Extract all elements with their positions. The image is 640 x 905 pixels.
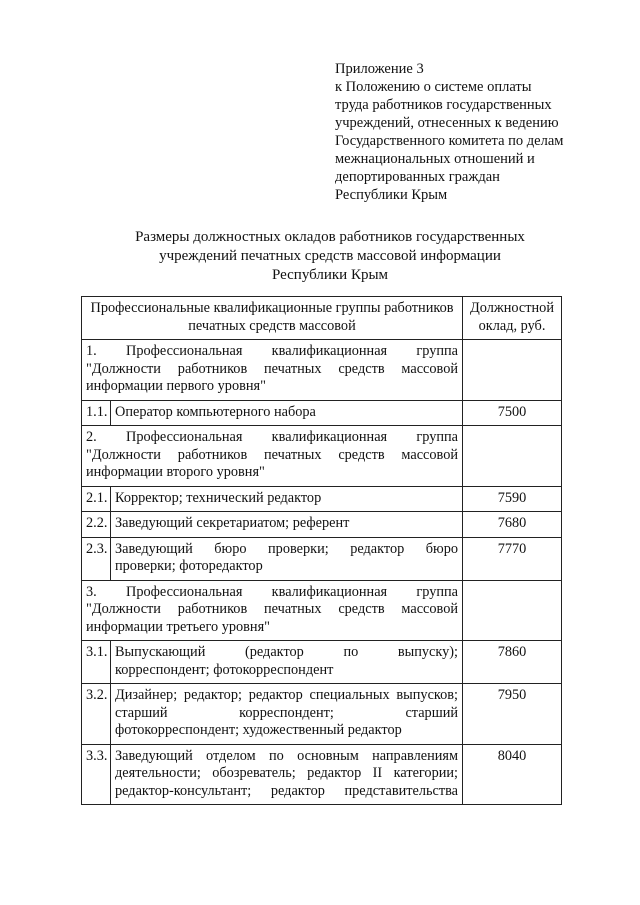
group-line: информации первого уровня" [86,378,266,394]
salary-value: 7590 [463,486,562,512]
appendix-line: межнациональных отношений и [335,151,535,167]
position-name [111,744,463,805]
appendix-line: Приложение 3 [335,61,424,77]
table-row [82,400,562,426]
appendix-line: учреждений, отнесенных к ведению [335,115,559,131]
position-name [111,400,463,426]
group-line: "Должности работников печатных средств массовой [86,601,459,617]
salary-value: 7680 [463,512,562,538]
position-line: деятельности; обозреватель; редактор II категории; [115,765,459,781]
position-line: Заведующий отделом по основным направлениям [115,747,459,764]
appendix-line: труда работников государственных [335,97,552,113]
title-line: Размеры должностных окладов работников государственных [135,229,525,245]
position-line: фотокорреспондент; художественный редактор [115,722,402,738]
appendix-line: депортированных граждан [335,169,500,185]
position-name [111,537,463,580]
group-line: информации третьего уровня" [86,618,270,635]
row-number: 2.1. [82,486,111,512]
position-line: Дизайнер; редактор; редактор специальных выпусков; [115,687,459,703]
title-line: Республики Крым [271,267,389,283]
position-line: редактор-консультант; редактор представительства [115,782,459,799]
table-header-row [82,297,562,340]
salary-value: 7770 [463,537,562,580]
document-title [60,228,600,285]
position-line: Заведующий секретариатом; референт [115,515,350,531]
group-line: 2. Профессиональная квалификационная группа [86,429,459,445]
salary-value: 7950 [463,684,562,745]
group-title [82,580,463,641]
position-line: Выпускающий (редактор по выпуску); [115,644,459,660]
group-line: информации второго уровня" [86,464,265,480]
group-title [82,340,463,401]
position-name [111,512,463,538]
row-number: 1.1. [82,400,111,426]
appendix-block [335,60,625,204]
salary-value: 7860 [463,641,562,684]
group-salary-empty [463,580,562,641]
row-number: 3.2. [82,684,111,745]
table-row [82,744,562,805]
table-row [82,537,562,580]
position-line: Оператор компьютерного набора [115,403,316,420]
title-line: учреждений печатных средств массовой информации [159,248,501,264]
appendix-line: к Положению о системе оплаты [335,79,532,95]
group-line: 1. Профессиональная квалификационная группа [86,343,459,359]
header-line: печатных средств массовой [188,317,356,334]
group-salary-empty [463,340,562,401]
group-row [82,580,562,641]
header-salary-column [463,297,562,340]
group-line: "Должности работников печатных средств массовой [86,360,459,377]
row-number: 2.2. [82,512,111,538]
group-salary-empty [463,426,562,487]
position-line: проверки; фоторедактор [115,558,263,574]
position-line: Заведующий бюро проверки; редактор бюро [115,540,459,557]
row-number: 3.1. [82,641,111,684]
salary-value: 7500 [463,400,562,426]
group-row [82,426,562,487]
salary-table [81,296,562,805]
table-row [82,641,562,684]
position-line: старший корреспондент; старший [115,704,459,721]
salary-value: 8040 [463,744,562,805]
header-line: оклад, руб. [478,317,546,334]
header-line: Должностной [470,300,554,316]
table-row [82,486,562,512]
appendix-line: Государственного комитета по делам [335,133,564,149]
position-line: корреспондент; фотокорреспондент [115,661,334,678]
position-name [111,641,463,684]
row-number: 2.3. [82,537,111,580]
appendix-line: Республики Крым [335,187,448,203]
header-line: Профессиональные квалификационные группы работников [90,300,454,316]
position-name [111,684,463,745]
position-line: Корректор; технический редактор [115,489,322,506]
row-number: 3.3. [82,744,111,805]
table-row [82,512,562,538]
position-name [111,486,463,512]
group-row [82,340,562,401]
table-row [82,684,562,745]
header-group-column [82,297,463,340]
group-title [82,426,463,487]
group-line: 3. Профессиональная квалификационная группа [86,583,459,600]
group-line: "Должности работников печатных средств массовой [86,446,459,463]
